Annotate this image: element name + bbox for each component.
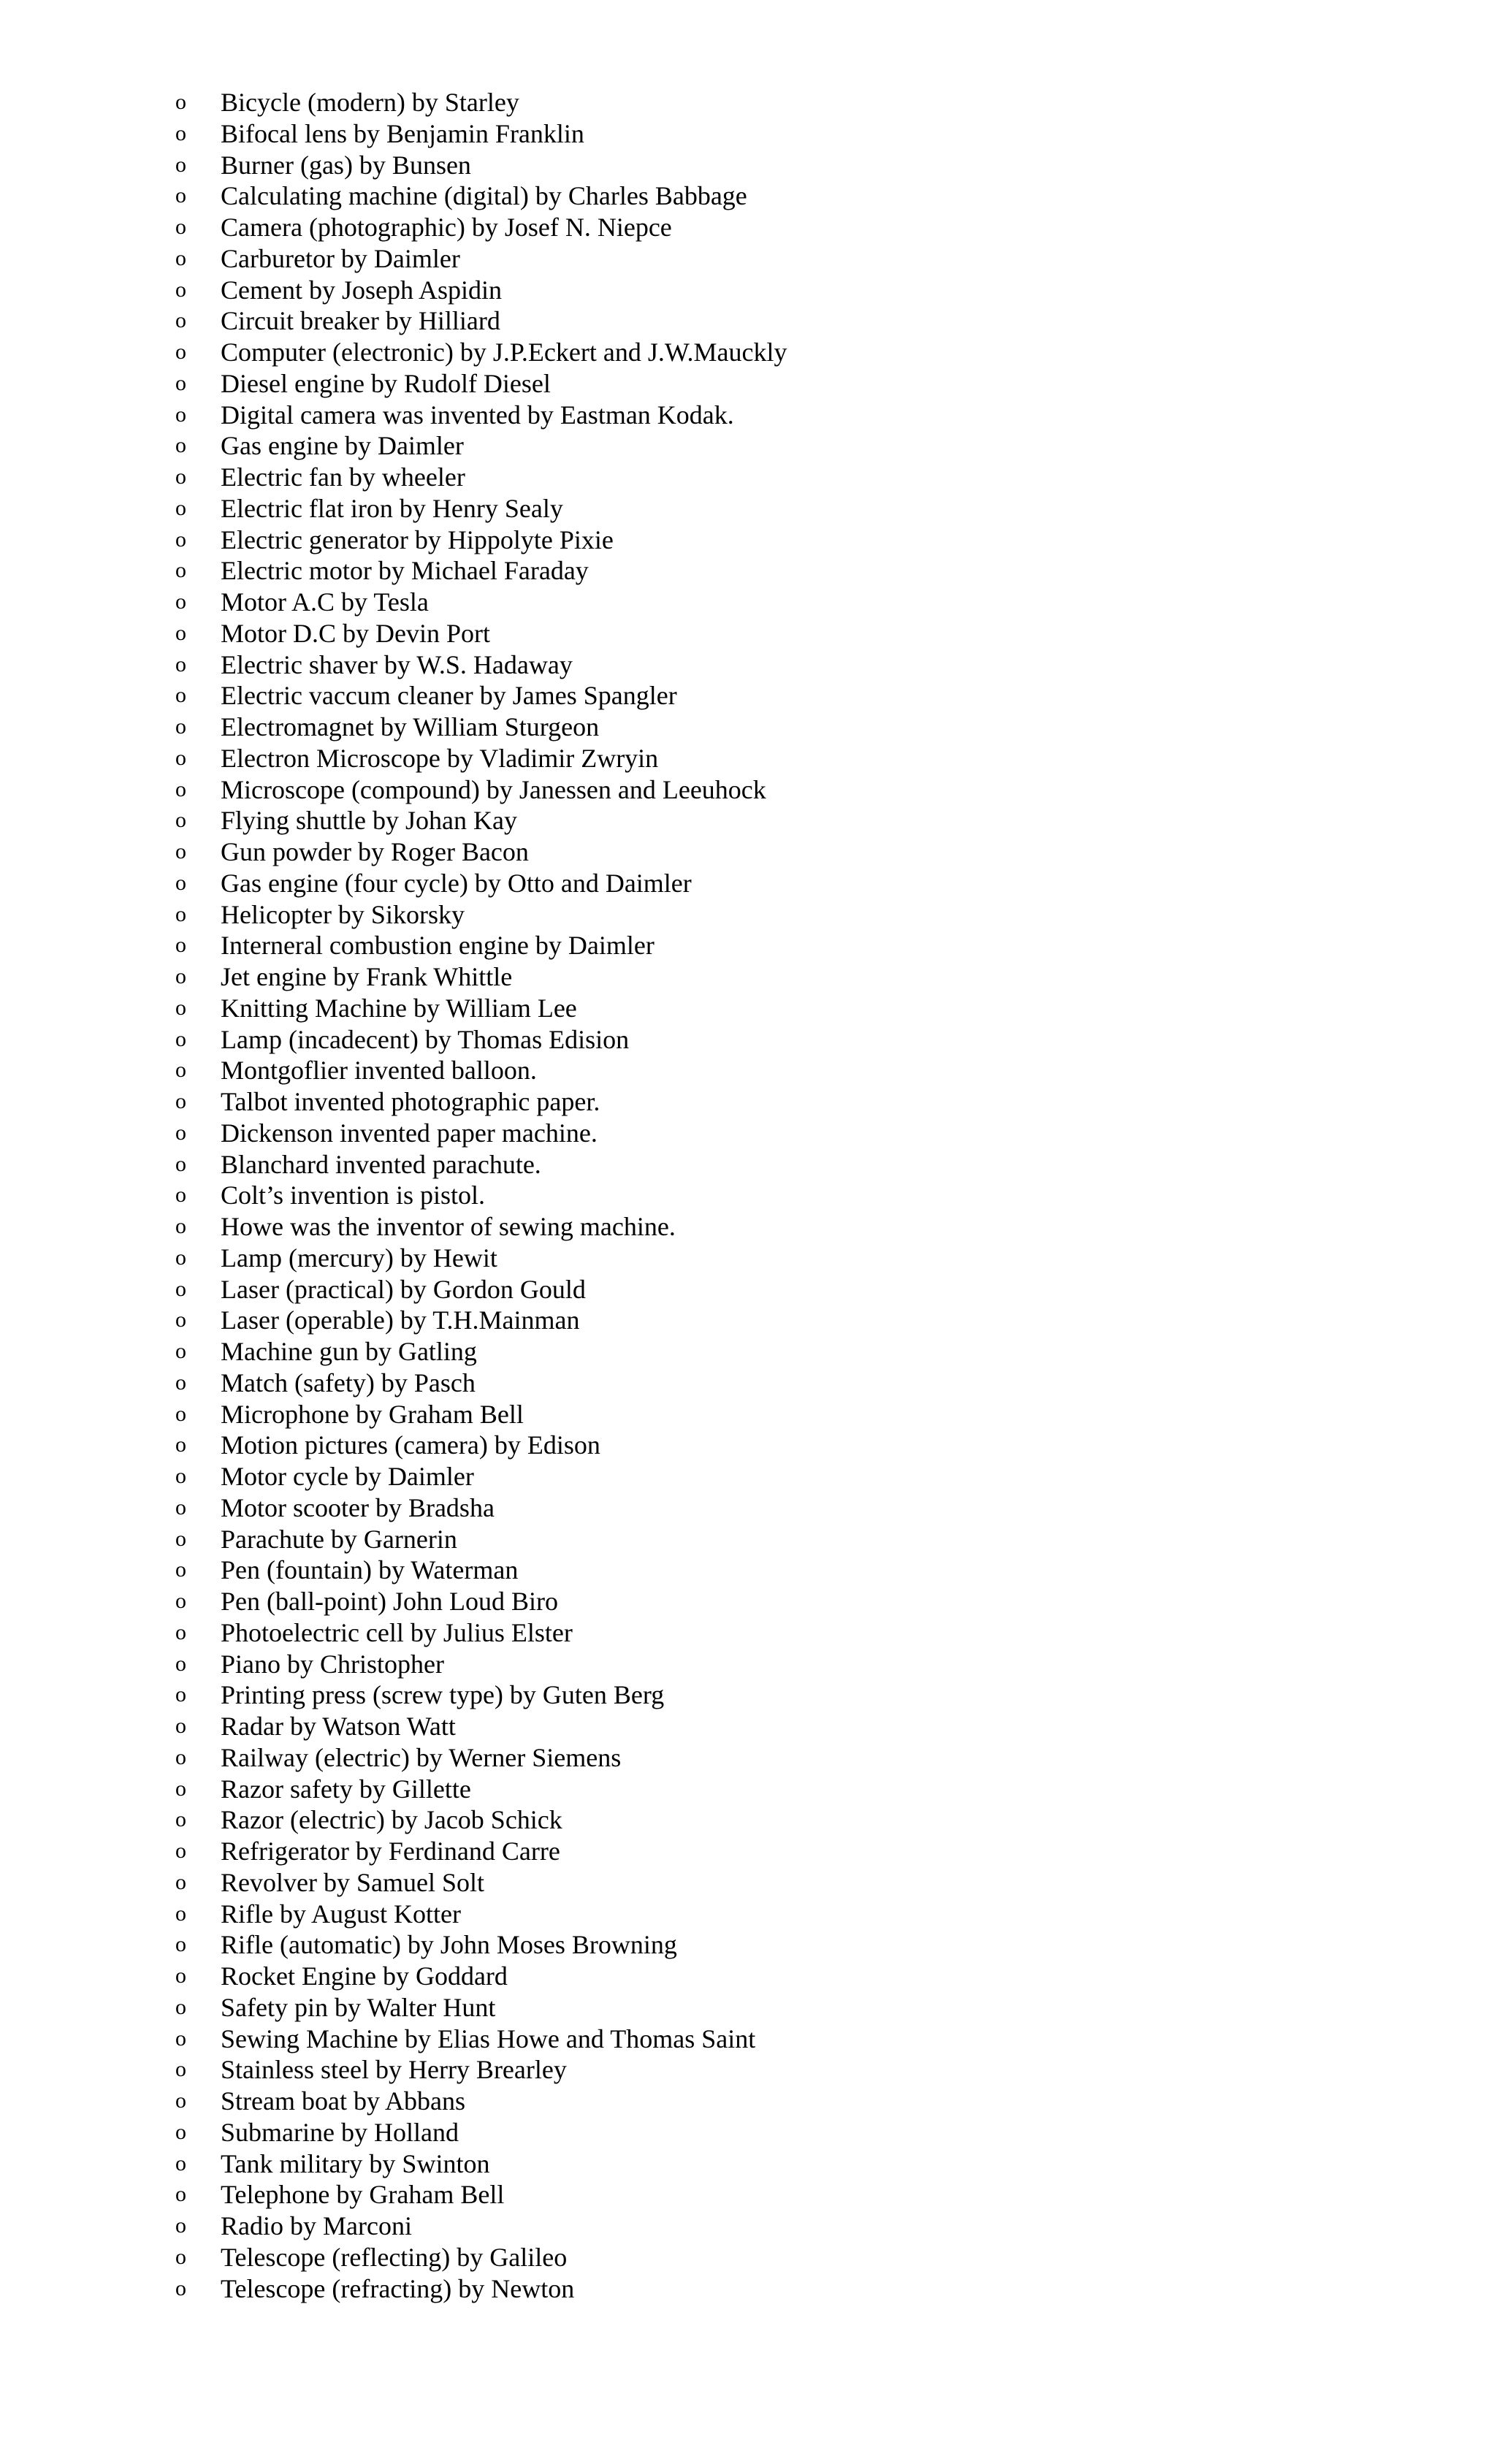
list-bullet: o xyxy=(175,370,186,395)
list-bullet: o xyxy=(175,308,186,333)
list-item-text: Electric flat iron by Henry Sealy xyxy=(221,493,563,523)
list-bullet: o xyxy=(175,183,186,208)
list-item-text: Electric generator by Hippolyte Pixie xyxy=(221,525,614,554)
list-item-text: Piano by Christopher xyxy=(221,1649,444,1679)
list-item-text: Stream boat by Abbans xyxy=(221,2086,465,2116)
list-bullet: o xyxy=(175,1901,186,1926)
list-item-text: Camera (photographic) by Josef N. Niepce xyxy=(221,213,672,242)
list-item-text: Sewing Machine by Elias Howe and Thomas Saint xyxy=(221,2024,756,2053)
list-item-text: Talbot invented photographic paper. xyxy=(221,1087,600,1116)
list-bullet: o xyxy=(175,1433,186,1457)
list-bullet: o xyxy=(175,1120,186,1145)
list-item-text: Laser (operable) by T.H.Mainman xyxy=(221,1305,580,1335)
list-bullet: o xyxy=(175,121,186,145)
list-item-text: Flying shuttle by Johan Kay xyxy=(221,806,517,836)
list-item-text: Refrigerator by Ferdinand Carre xyxy=(221,1836,560,1866)
list-bullet: o xyxy=(175,1526,186,1551)
list-item-text: Dickenson invented paper machine. xyxy=(221,1118,598,1148)
list-item-text: Motion pictures (camera) by Edison xyxy=(221,1430,600,1460)
list-bullet: o xyxy=(175,1183,186,1208)
list-bullet: o xyxy=(175,2182,186,2207)
list-item-text: Radio by Marconi xyxy=(221,2211,412,2240)
list-item-text: Motor D.C by Devin Port xyxy=(221,618,490,648)
list-item-text: Gun powder by Roger Bacon xyxy=(221,837,529,866)
list-bullet: o xyxy=(175,2026,186,2051)
list-bullet: o xyxy=(175,2151,186,2175)
list-bullet: o xyxy=(175,2276,186,2300)
list-item-text: Razor (electric) by Jacob Schick xyxy=(221,1805,562,1835)
list-bullet: o xyxy=(175,808,186,833)
list-bullet: o xyxy=(175,2244,186,2269)
list-item-text: Bifocal lens by Benjamin Franklin xyxy=(221,118,584,148)
list-item-text: Rocket Engine by Goddard xyxy=(221,1961,508,1991)
list-item-text: Electric vaccum cleaner by James Spangler xyxy=(221,681,677,711)
list-bullet: o xyxy=(175,839,186,863)
list-item-text: Electric motor by Michael Faraday xyxy=(221,556,589,586)
list-item-text: Bicycle (modern) by Starley xyxy=(221,88,519,117)
list-bullet: o xyxy=(175,215,186,239)
list-bullet: o xyxy=(175,2213,186,2238)
list-bullet: o xyxy=(175,2057,186,2082)
list-bullet: o xyxy=(175,620,186,645)
list-item-text: Interneral combustion engine by Daimler xyxy=(221,931,654,961)
list-item-text: Computer (electronic) by J.P.Eckert and J.W.Mauckly xyxy=(221,337,787,367)
list-bullet: o xyxy=(175,714,186,739)
list-bullet: o xyxy=(175,1839,186,1863)
list-bullet: o xyxy=(175,245,186,270)
list-bullet: o xyxy=(175,590,186,614)
list-item-text: Microphone by Graham Bell xyxy=(221,1399,524,1429)
list-item-text: Machine gun by Gatling xyxy=(221,1337,477,1366)
list-item-text: Match (safety) by Pasch xyxy=(221,1368,476,1397)
list-item-text: Electromagnet by William Sturgeon xyxy=(221,712,600,741)
list-bullet: o xyxy=(175,1869,186,1894)
list-bullet: o xyxy=(175,964,186,988)
list-item-text: Lamp (mercury) by Hewit xyxy=(221,1243,497,1273)
list-item-text: Submarine by Holland xyxy=(221,2117,459,2147)
list-bullet: o xyxy=(175,1776,186,1801)
list-bullet: o xyxy=(175,433,186,458)
list-bullet: o xyxy=(175,1308,186,1332)
list-item-text: Calculating machine (digital) by Charles Babbage xyxy=(221,181,747,211)
list-item-text: Jet engine by Frank Whittle xyxy=(221,962,513,991)
list-bullet: o xyxy=(175,1620,186,1644)
list-item-text: Safety pin by Walter Hunt xyxy=(221,1992,496,2022)
list-bullet: o xyxy=(175,1151,186,1176)
list-item-text: Cement by Joseph Aspidin xyxy=(221,275,502,305)
list-bullet: o xyxy=(175,901,186,926)
list-item-text: Colt’s invention is pistol. xyxy=(221,1180,486,1210)
list-item-text: Telephone by Graham Bell xyxy=(221,2180,505,2210)
list-item-text: Microscope (compound) by Janessen and Leeuhock xyxy=(221,774,766,804)
list-bullet: o xyxy=(175,402,186,427)
list-bullet: o xyxy=(175,1058,186,1083)
list-item-text: Tank military by Swinton xyxy=(221,2148,490,2178)
list-bullet: o xyxy=(175,1744,186,1769)
list-bullet: o xyxy=(175,465,186,489)
list-bullet: o xyxy=(175,1214,186,1238)
list-item-text: Radar by Watson Watt xyxy=(221,1712,456,1741)
list-bullet: o xyxy=(175,277,186,302)
list-bullet: o xyxy=(175,870,186,895)
list-item-text: Electron Microscope by Vladimir Zwryin xyxy=(221,743,659,773)
list-item-text: Razor safety by Gillette xyxy=(221,1774,471,1804)
list-bullet: o xyxy=(175,995,186,1020)
list-item-text: Electric shaver by W.S. Hadaway xyxy=(221,649,573,679)
list-item-text: Knitting Machine by William Lee xyxy=(221,993,577,1023)
list-item-text: Gas engine (four cycle) by Otto and Daimler xyxy=(221,868,692,898)
list-bullet: o xyxy=(175,2119,186,2144)
list-item-text: Pen (ball-point) John Loud Biro xyxy=(221,1587,558,1616)
list-bullet: o xyxy=(175,1964,186,1988)
list-item-text: Blanchard invented parachute. xyxy=(221,1149,541,1179)
list-bullet: o xyxy=(175,1089,186,1113)
list-bullet: o xyxy=(175,1339,186,1363)
list-bullet: o xyxy=(175,1026,186,1051)
list-bullet: o xyxy=(175,1932,186,1957)
list-bullet: o xyxy=(175,933,186,958)
list-bullet: o xyxy=(175,1557,186,1582)
list-bullet: o xyxy=(175,1682,186,1707)
list-item-text: Electric fan by wheeler xyxy=(221,462,465,492)
list-bullet: o xyxy=(175,1714,186,1738)
list-bullet: o xyxy=(175,1370,186,1395)
list-item-text: Revolver by Samuel Solt xyxy=(221,1867,484,1897)
list-item-text: Diesel engine by Rudolf Diesel xyxy=(221,368,551,398)
list-bullet: o xyxy=(175,652,186,676)
list-item-text: Stainless steel by Herry Brearley xyxy=(221,2055,567,2085)
list-item-text: Motor A.C by Tesla xyxy=(221,587,429,617)
list-item-text: Gas engine by Daimler xyxy=(221,431,464,461)
list-item-text: Rifle (automatic) by John Moses Browning xyxy=(221,1930,677,1960)
list-bullet: o xyxy=(175,527,186,552)
list-item-text: Printing press (screw type) by Guten Berg xyxy=(221,1680,665,1710)
list-item-text: Photoelectric cell by Julius Elster xyxy=(221,1617,573,1647)
list-item-text: Montgoflier invented balloon. xyxy=(221,1056,537,1086)
list-bullet: o xyxy=(175,2089,186,2113)
list-item-text: Lamp (incadecent) by Thomas Edision xyxy=(221,1024,630,1054)
list-bullet: o xyxy=(175,1589,186,1613)
list-item-text: Digital camera was invented by Eastman Kodak. xyxy=(221,400,734,430)
list-bullet: o xyxy=(175,1495,186,1519)
list-item-text: Telescope (reflecting) by Galileo xyxy=(221,2242,568,2272)
list-bullet: o xyxy=(175,777,186,801)
list-item-text: Helicopter by Sikorsky xyxy=(221,899,465,929)
list-item-text: Parachute by Garnerin xyxy=(221,1524,457,1554)
list-bullet: o xyxy=(175,558,186,583)
list-item-text: Burner (gas) by Bunsen xyxy=(221,150,471,180)
list-bullet: o xyxy=(175,1276,186,1301)
list-item-text: Circuit breaker by Hilliard xyxy=(221,306,500,336)
list-bullet: o xyxy=(175,1464,186,1488)
list-item-text: Laser (practical) by Gordon Gould xyxy=(221,1274,586,1304)
list-bullet: o xyxy=(175,495,186,520)
list-bullet: o xyxy=(175,1651,186,1676)
list-bullet: o xyxy=(175,152,186,177)
list-item-text: Telescope (refracting) by Newton xyxy=(221,2273,575,2303)
list-item-text: Rifle by August Kotter xyxy=(221,1899,461,1929)
list-item-text: Pen (fountain) by Waterman xyxy=(221,1555,519,1585)
list-item-text: Carburetor by Daimler xyxy=(221,243,460,273)
list-item-text: Motor scooter by Bradsha xyxy=(221,1492,495,1522)
list-bullet: o xyxy=(175,90,186,114)
list-bullet: o xyxy=(175,1245,186,1270)
list-item-text: Railway (electric) by Werner Siemens xyxy=(221,1742,622,1772)
list-bullet: o xyxy=(175,1401,186,1426)
list-bullet: o xyxy=(175,1994,186,2019)
list-item-text: Howe was the inventor of sewing machine. xyxy=(221,1212,676,1241)
list-bullet: o xyxy=(175,745,186,770)
list-bullet: o xyxy=(175,340,186,364)
list-item-text: Motor cycle by Daimler xyxy=(221,1462,474,1491)
list-bullet: o xyxy=(175,683,186,708)
list-bullet: o xyxy=(175,1807,186,1832)
